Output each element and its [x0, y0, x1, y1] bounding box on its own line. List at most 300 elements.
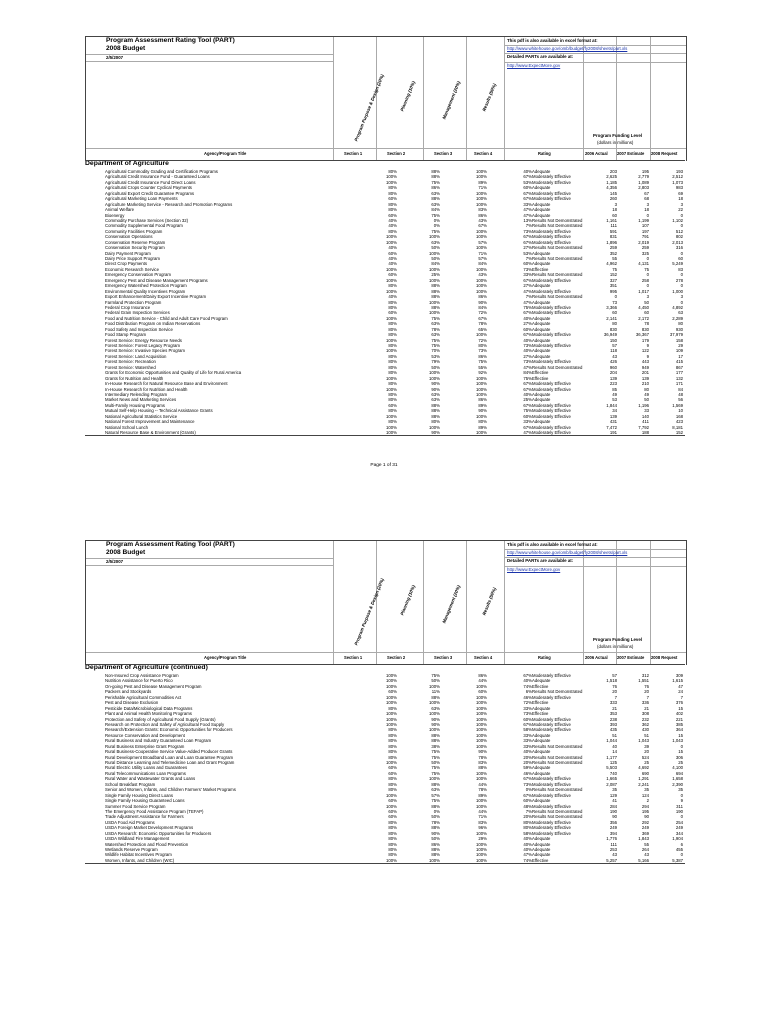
funding-2007: 195 [641, 169, 649, 174]
section1-score: 60% [388, 770, 397, 776]
program-title: Watershed Protection and Flood Prevention [105, 841, 189, 847]
section4-score: 67% [523, 190, 532, 196]
excel-note: This pdf is also available in excel format at: [507, 542, 598, 547]
funding-2007: 264 [641, 847, 649, 852]
section3-score: 100% [476, 332, 487, 338]
funding-2008: 1,000 [672, 288, 683, 294]
funding-2006: 75 [612, 266, 617, 272]
program-title: Emergency Pest and Disease Management Programs [105, 277, 208, 283]
funding-2006: 118 [610, 348, 617, 354]
section1-score: 60% [388, 250, 397, 256]
funding-2006: 21 [612, 705, 617, 711]
funding-2006: 35 [612, 787, 617, 793]
section3-score: 100% [476, 727, 487, 733]
section1-score: 80% [388, 408, 397, 414]
section4-score: 74% [523, 683, 532, 689]
program-title: Multi-Family Housing Programs [105, 402, 165, 408]
section2-score: 88% [431, 408, 440, 414]
funding-2007: 140 [641, 413, 649, 419]
section4-score: 7% [525, 808, 532, 814]
program-title: Market News and Marketing Services [105, 397, 177, 403]
section2-score: 79% [431, 359, 440, 365]
rating: Moderately Effective [532, 174, 571, 180]
program-title: Conservation Security Program [105, 245, 165, 251]
section2-score: 90% [431, 830, 440, 836]
section4-score: 60% [523, 326, 532, 332]
section4-weight: Results (50%) [481, 586, 498, 616]
col-section4: Section 4 [474, 151, 493, 156]
section2-score: 63% [431, 332, 440, 338]
section1-score: 40% [388, 245, 397, 251]
section2-score: 88% [431, 732, 440, 738]
rating: Moderately Effective [532, 402, 571, 408]
section2-score: 100% [429, 277, 440, 283]
funding-2008: 24 [678, 689, 683, 695]
section3-score: 100% [476, 841, 487, 847]
funding-2008: 177 [675, 370, 683, 376]
funding-2008: 415 [675, 359, 683, 365]
program-title: Trade Adjustment Assistance for Farmers [105, 814, 184, 820]
section2-score: 100% [429, 370, 440, 376]
program-title: School Breakfast Program [105, 781, 156, 787]
section2-score: 75% [431, 315, 440, 321]
funding-2006: 0 [614, 294, 617, 300]
funding-2006: 259 [609, 245, 617, 251]
rating: Effective [532, 266, 549, 272]
section1-score: 60% [388, 196, 397, 202]
funding-2007: 830 [641, 326, 649, 332]
program-title: Single Family Housing Direct Loans [105, 792, 174, 798]
funding-2008: 0 [680, 272, 683, 278]
program-title: Dairy Price Support Program [105, 256, 160, 261]
section2-score: 25% [431, 272, 440, 278]
funding-2007: 107 [641, 223, 649, 229]
program-title: USDA Wildland Fire Management [105, 836, 170, 842]
funding-2007: 3 [646, 294, 649, 300]
funding-2006: 2,625 [606, 174, 617, 180]
section4-score: 40% [523, 315, 532, 321]
funding-2006: 393 [609, 721, 617, 727]
section2-score: 100% [429, 776, 440, 782]
funding-2008: 278 [675, 277, 683, 283]
section3-score: 89% [478, 402, 487, 408]
section4-score: 80% [523, 825, 532, 831]
rating: Moderately Effective [532, 310, 571, 316]
section3-score: 100% [476, 770, 487, 776]
expectmore-link[interactable]: http://www.ExpectMore.gov [507, 567, 561, 572]
section3-score: 84% [478, 261, 487, 267]
section4-score: 67% [523, 310, 532, 316]
section3-score: 100% [476, 391, 487, 397]
program-title: Community Facilities Program [105, 228, 163, 234]
program-title: Forest Service: Watershed [105, 364, 156, 370]
rating: Results Not Demonstrated [532, 217, 583, 223]
program-title: USDA Foreign Market Development Programs [105, 825, 194, 831]
expectmore-link[interactable]: http://www.ExpectMore.gov [507, 63, 561, 68]
rating: Adequate [532, 261, 551, 267]
section1-score: 100% [386, 711, 397, 717]
section4-score: 40% [523, 169, 532, 174]
funding-2006: 260 [609, 196, 617, 202]
funding-2008: 47 [678, 683, 683, 689]
header-table [85, 36, 687, 161]
funding-2008: 10 [678, 408, 683, 414]
rating: Results Not Demonstrated [532, 787, 583, 793]
program-title: Rural Development Broadband Loan and Loan Guarantee Program [105, 754, 234, 760]
section2-score: 78% [431, 326, 440, 332]
section2-score: 100% [429, 424, 440, 430]
program-title: Emergency Watershed Protection Program [105, 283, 187, 289]
section3-score: 43% [478, 272, 487, 278]
program-title: Forest Service: Land Acquisition [105, 353, 167, 359]
section2-score: 88% [431, 738, 440, 744]
funding-2008: 402 [675, 711, 683, 717]
report-date: 2/5/2007 [106, 55, 124, 60]
program-title: Rural Distance Learning and Telemedicine Loan and Grant Program [105, 760, 235, 765]
section1-score: 100% [386, 694, 397, 700]
section1-score: 100% [386, 678, 397, 684]
rating: Moderately Effective [532, 332, 571, 338]
section2-score: 88% [431, 402, 440, 408]
funding-2008: 983 [675, 185, 683, 191]
rating: Adequate [532, 250, 551, 256]
funding-2006: 150 [609, 337, 617, 343]
section3-score: 65% [478, 326, 487, 332]
section1-score: 60% [388, 814, 397, 820]
funding-2007: 1,291 [638, 776, 649, 782]
funding-2006: 1,044 [606, 738, 617, 744]
rating: Adequate [532, 207, 551, 213]
section2-score: 75% [431, 798, 440, 804]
section3-score: 71% [478, 185, 487, 191]
section4-score: 40% [523, 841, 532, 847]
funding-2007: 0 [646, 256, 649, 261]
section3-score: 100% [476, 852, 487, 858]
section4-score: 25% [523, 397, 532, 403]
rating: Effective [532, 683, 549, 689]
program-title: Conservation Reserve Program [105, 239, 166, 245]
section3-score: 100% [476, 683, 487, 689]
funding-2007: 443 [641, 359, 649, 365]
section4-score: 33% [523, 743, 532, 749]
funding-2006: 1,844 [606, 402, 617, 408]
section4-score: 40% [523, 836, 532, 842]
funding-2006: 249 [609, 825, 617, 831]
funding-2007: 201 [641, 370, 649, 376]
section4-score: 47% [523, 288, 532, 294]
funding-2007: 35 [644, 787, 649, 793]
section1-score: 80% [388, 364, 397, 370]
funding-2006: 49 [612, 391, 617, 397]
section1-score: 60% [388, 808, 397, 814]
section1-score: 40% [388, 256, 397, 261]
funding-2006: 111 [610, 841, 617, 847]
rating: Adequate [532, 212, 551, 218]
page-number: Page 1 of 31 [370, 463, 398, 468]
funding-2006: 223 [609, 381, 617, 387]
program-title: Agricultural Credit Insurance Fund Direct Loans [105, 179, 196, 185]
program-title: Grants for Nutrition and Health [105, 375, 164, 381]
program-title: Farmland Protection Program [105, 299, 162, 305]
section2-score: 100% [429, 857, 440, 863]
funding-2006: 90 [612, 814, 617, 820]
section4-score: 84% [523, 370, 532, 376]
rating: Adequate [532, 705, 551, 711]
funding-2007: 0 [646, 212, 649, 218]
section3-score: 92% [478, 370, 487, 376]
section3-score: 43% [478, 217, 487, 223]
section3-score: 67% [478, 223, 487, 229]
rating: Results Not Demonstrated [532, 743, 583, 749]
section1-score: 80% [388, 343, 397, 348]
section4-score: 67% [523, 239, 532, 245]
funding-units: (dollars in millions) [597, 644, 634, 649]
rating: Moderately Effective [532, 430, 571, 435]
funding-2008: 80 [678, 321, 683, 327]
section3-score: 100% [476, 413, 487, 419]
program-title: Agricultural Export Credit Guarantee Programs [105, 190, 195, 196]
section1-score: 100% [386, 288, 397, 294]
funding-2007: 336 [641, 700, 649, 706]
funding-2006: 57 [612, 343, 617, 348]
funding-2008: 5,249 [672, 261, 683, 267]
section2-score: 86% [431, 841, 440, 847]
rating: Effective [532, 375, 549, 381]
funding-2007: 411 [642, 419, 649, 425]
section1-score: 80% [388, 169, 397, 174]
section3-score: 86% [478, 212, 487, 218]
section1-score: 80% [388, 830, 397, 836]
funding-2006: 139 [609, 375, 617, 381]
section4-score: 48% [523, 803, 532, 809]
rating: Effective [532, 857, 549, 863]
section2-score: 88% [431, 825, 440, 831]
col-section2: Section 2 [387, 655, 406, 660]
funding-2007: 4,692 [638, 765, 649, 771]
funding-2008: 1,904 [672, 836, 683, 842]
section1-score: 80% [388, 743, 397, 749]
section2-weight: Planning (10%) [399, 80, 417, 112]
section4-score: 73% [523, 359, 532, 365]
section1-score: 100% [386, 234, 397, 240]
funding-2006: 60 [612, 212, 617, 218]
rating: Adequate [532, 321, 551, 327]
funding-2008: 2,390 [672, 781, 683, 787]
program-title: Rural Business and Industry Guaranteed Loan Program [105, 738, 212, 744]
funding-2008: 190 [675, 808, 683, 814]
section2-score: 88% [431, 174, 440, 180]
funding-2007: 49 [644, 391, 649, 397]
program-title: USDA Food Aid Programs [105, 819, 155, 825]
section3-score: 73% [478, 348, 487, 354]
section4-score: 47% [523, 430, 532, 435]
rating: Results Not Demonstrated [532, 272, 583, 278]
funding-2008: 3 [680, 201, 683, 207]
col-section3: Section 3 [434, 151, 453, 156]
program-title: Forest Service: Energy Resource Needs [105, 337, 182, 343]
funding-2006: 351 [609, 283, 617, 289]
section2-score: 100% [429, 299, 440, 305]
section2-score: 88% [431, 304, 440, 310]
section4-score: 80% [523, 819, 532, 825]
section1-score: 80% [388, 370, 397, 376]
funding-2007: 20 [644, 689, 649, 695]
section1-score: 80% [388, 727, 397, 733]
program-title: Agriculture Marketing Service - Research and Promotion Programs [105, 201, 233, 207]
rating: Adequate [532, 348, 551, 354]
section3-score: 90% [478, 749, 487, 755]
section2-score: 75% [431, 770, 440, 776]
section2-score: 84% [431, 261, 440, 267]
section3-score: 100% [476, 847, 487, 852]
section2-score: 88% [431, 694, 440, 700]
section2-score: 75% [431, 179, 440, 185]
funding-2006: 740 [609, 770, 617, 776]
section2-score: 50% [431, 364, 440, 370]
section4-score: 67% [523, 424, 532, 430]
section4-score: 67% [523, 196, 532, 202]
section4-score: 13% [523, 217, 532, 223]
section4-score: 75% [523, 408, 532, 414]
funding-2006: 426 [609, 359, 617, 365]
funding-2006: 1,161 [606, 217, 617, 223]
funding-2007: 249 [641, 825, 649, 831]
section1-score: 80% [388, 705, 397, 711]
section3-score: 100% [476, 830, 487, 836]
section2-score: 63% [431, 391, 440, 397]
funding-2008: 254 [675, 819, 683, 825]
section3-score: 44% [478, 781, 487, 787]
section4-score: 60% [523, 798, 532, 804]
section3-score: 100% [476, 288, 487, 294]
funding-2007: 50 [644, 397, 649, 403]
section1-weight: Program Purpose & Design (20%) [353, 577, 385, 646]
section2-score: 0% [433, 217, 440, 223]
funding-2008: 0 [680, 743, 683, 749]
section1-score: 80% [388, 754, 397, 760]
funding-2008: 306 [675, 754, 683, 760]
section1-score: 80% [388, 738, 397, 744]
section4-score: 20% [523, 814, 532, 820]
section1-weight: Program Purpose & Design (20%) [353, 73, 385, 142]
section4-score: 33% [523, 738, 532, 744]
section2-score: 100% [429, 266, 440, 272]
section1-score: 60% [388, 212, 397, 218]
section2-score: 90% [431, 721, 440, 727]
funding-2006: 394 [609, 830, 617, 836]
funding-2007: 690 [641, 770, 649, 776]
program-title: Nutrition Assistance for Puerto Rico [105, 678, 173, 684]
rating: Moderately Effective [532, 190, 571, 196]
funding-2008: 3 [680, 294, 683, 300]
section3-score: 100% [476, 283, 487, 289]
funding-2006: 145 [609, 190, 617, 196]
funding-2008: 512 [675, 228, 683, 234]
funding-2006: 14 [612, 749, 617, 755]
funding-title: Program Funding Level [593, 133, 643, 138]
section3-score: 78% [478, 754, 487, 760]
funding-2007: 25 [644, 760, 649, 765]
funding-2006: 238 [609, 716, 617, 722]
program-title: Forest Service: Invasive Species Program [105, 348, 186, 354]
section2-score: 88% [431, 294, 440, 300]
section1-score: 100% [386, 266, 397, 272]
funding-2006: 327 [609, 277, 617, 283]
program-title: In-House Research for Natural Resource Base and Environment [105, 381, 228, 387]
col-section2: Section 2 [387, 151, 406, 156]
section3-score: 86% [478, 397, 487, 403]
program-title: On-going Pest and Disease Management Program [105, 683, 202, 689]
funding-2007: 1,043 [638, 738, 649, 744]
funding-2008: 56 [678, 397, 683, 403]
section2-score: 75% [431, 212, 440, 218]
section1-score: 100% [386, 716, 397, 722]
rating: Moderately Effective [532, 408, 571, 414]
program-title: Perishable Agricultural Commodities Act [105, 694, 182, 700]
section2-score: 100% [429, 727, 440, 733]
funding-2007: 210 [641, 381, 649, 387]
funding-2006: 191 [609, 430, 617, 435]
col-agency: Agency/Program Title [204, 151, 247, 156]
program-title: National Forest Improvement and Maintenance [105, 419, 195, 425]
section1-score: 80% [388, 749, 397, 755]
section1-score: 80% [388, 819, 397, 825]
funding-2006: 2,141 [606, 315, 617, 321]
section4-score: 67% [523, 673, 532, 678]
section3-score: 78% [478, 321, 487, 327]
program-title: Protection and Safety of Agricultural Food Supply (Grants) [105, 716, 216, 722]
funding-2008: 221 [675, 716, 683, 722]
rating: Effective [532, 700, 549, 706]
funding-2008: 309 [675, 673, 683, 678]
excel-link[interactable]: http://www.whitehouse.gov/omb/budget/fy2008/sheets/part.xls [507, 46, 628, 51]
program-title: Federal Crop Insurance [105, 304, 151, 310]
section1-score: 100% [386, 430, 397, 435]
report-title: Program Assessment Rating Tool (PART) [106, 541, 235, 548]
section3-score: 72% [478, 337, 487, 343]
section2-score: 88% [431, 196, 440, 202]
funding-2006: 76 [612, 683, 617, 689]
funding-2006: 7 [614, 694, 617, 700]
program-title: Commodity Purchase Services (Section 32) [105, 217, 189, 223]
funding-2008: 2,512 [672, 174, 683, 180]
section3-score: 100% [476, 228, 487, 234]
excel-link[interactable]: http://www.whitehouse.gov/omb/budget/fy2008/sheets/part.xls [507, 550, 628, 555]
funding-2008: 193 [675, 169, 683, 174]
section1-score: 80% [388, 781, 397, 787]
section4-score: 33% [523, 732, 532, 738]
funding-2006: 125 [609, 760, 617, 765]
section3-score: 90% [478, 408, 487, 414]
funding-2006: 2,087 [606, 781, 617, 787]
funding-2007: 75 [644, 266, 649, 272]
section4-score: 7% [525, 294, 532, 300]
funding-2006: 34 [612, 408, 617, 414]
funding-2008: 22 [678, 207, 683, 213]
program-title: Wetlands Reserve Program [105, 847, 158, 852]
section3-score: 100% [476, 743, 487, 749]
rating: Adequate [532, 847, 551, 852]
funding-2007: 39 [644, 743, 649, 749]
funding-2007: 20 [644, 749, 649, 755]
funding-2006: 85 [612, 386, 617, 392]
section2-score: 57% [431, 792, 440, 798]
rating: Moderately Effective [532, 196, 571, 202]
funding-2007: 122 [641, 348, 649, 354]
funding-2008: 249 [675, 825, 683, 831]
section1-score: 80% [388, 326, 397, 332]
funding-2007: 124 [641, 792, 649, 798]
